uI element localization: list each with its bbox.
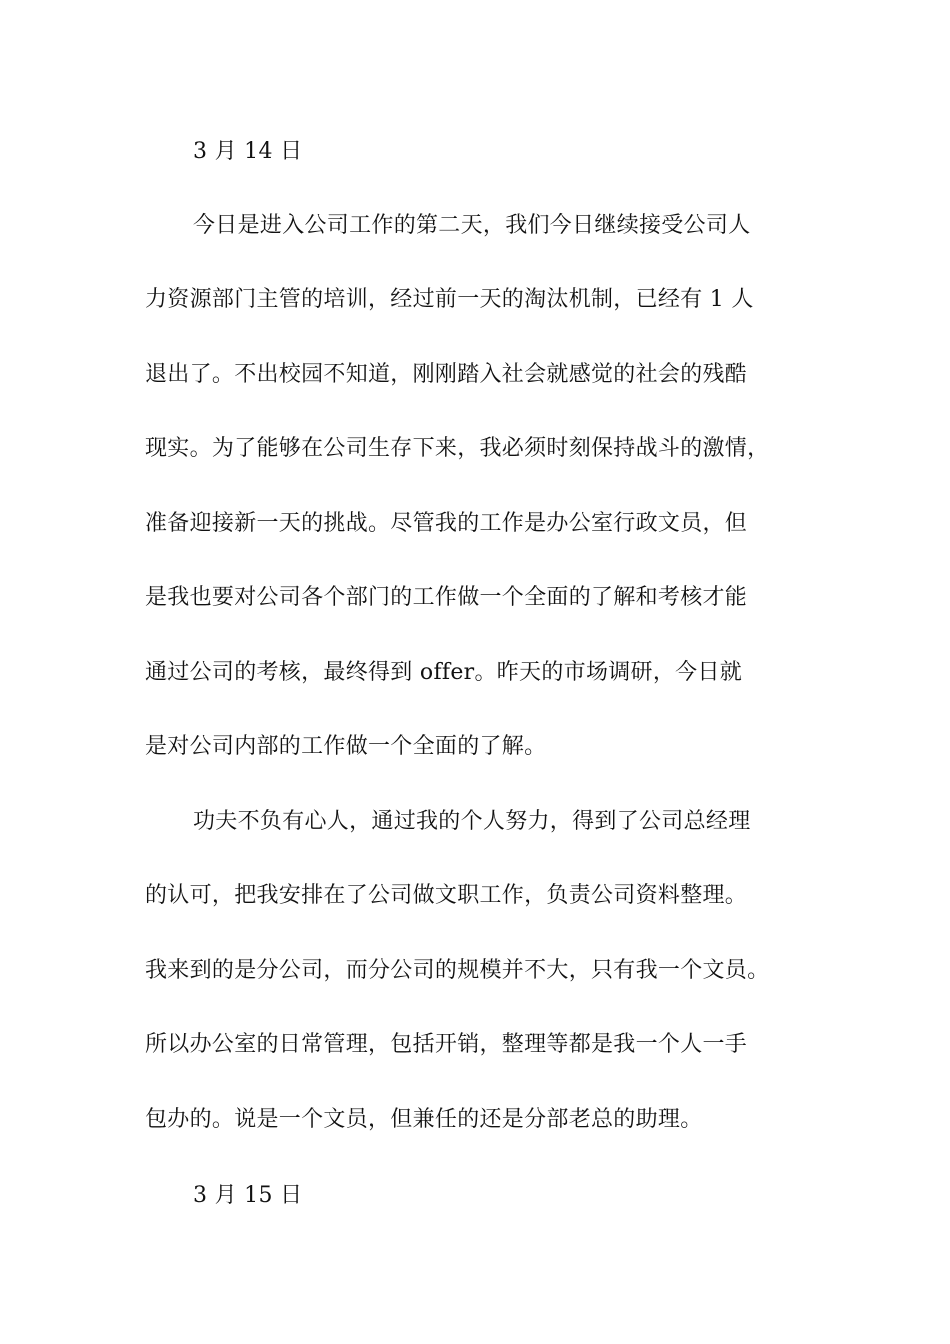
paragraph-line: 准备迎接新一天的挑战。尽管我的工作是办公室行政文员，但 xyxy=(145,511,748,536)
paragraph-line: 所以办公室的日常管理，包括开销，整理等都是我一个人一手 xyxy=(145,1032,748,1057)
date-heading-march-14: 3 月 14 日 xyxy=(193,139,303,164)
paragraph-line: 现实。为了能够在公司生存下来，我必须时刻保持战斗的激情， xyxy=(145,436,770,461)
paragraph-line: 力资源部门主管的培训，经过前一天的淘汰机制，已经有 1 人 xyxy=(145,287,754,312)
paragraph-line: 是对公司内部的工作做一个全面的了解。 xyxy=(145,734,547,759)
paragraph-line: 我来到的是分公司，而分公司的规模并不大，只有我一个文员。 xyxy=(145,958,770,983)
paragraph-line: 退出了。不出校园不知道，刚刚踏入社会就感觉的社会的残酷 xyxy=(145,362,748,387)
paragraph-line: 包办的。说是一个文员，但兼任的还是分部老总的助理。 xyxy=(145,1107,703,1132)
paragraph-line: 今日是进入公司工作的第二天，我们今日继续接受公司人 xyxy=(193,213,751,238)
paragraph-line: 的认可，把我安排在了公司做文职工作，负责公司资料整理。 xyxy=(145,883,748,908)
date-heading-march-15: 3 月 15 日 xyxy=(193,1183,303,1208)
paragraph-line: 通过公司的考核，最终得到 offer。昨天的市场调研，今日就 xyxy=(145,660,743,685)
paragraph-line: 是我也要对公司各个部门的工作做一个全面的了解和考核才能 xyxy=(145,585,748,610)
paragraph-line: 功夫不负有心人，通过我的个人努力，得到了公司总经理 xyxy=(193,809,751,834)
